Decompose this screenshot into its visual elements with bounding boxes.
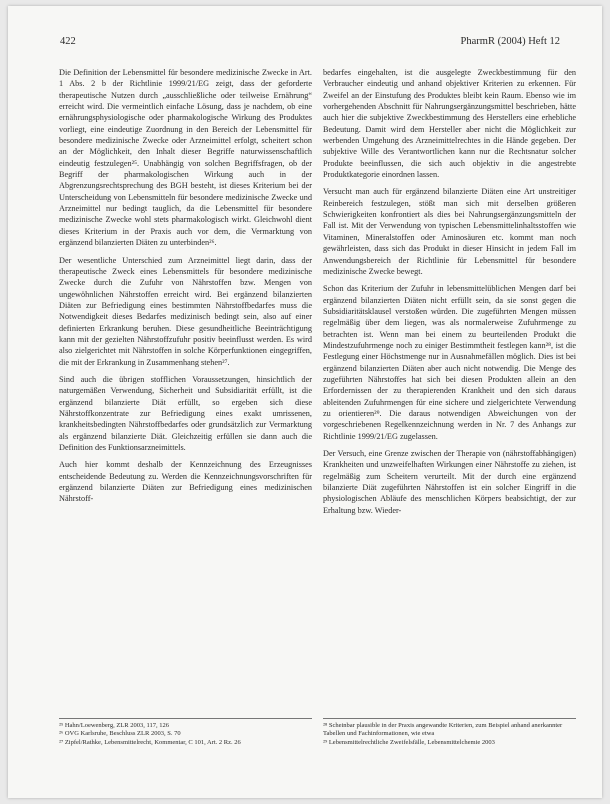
document-page: [8, 6, 602, 798]
footnote: ²⁷ Zipfel/Rathke, Lebensmittelrecht, Kommentar, C 101, Art. 2 Rz. 26: [59, 738, 241, 746]
journal-running-head: PharmR (2004) Heft 12: [460, 36, 560, 47]
paragraph: Sind auch die übrigen stofflichen Voraussetzungen, hinsichtlich der naturgemäßen Verwendung, Sicherheit und Subsidiarität erfüllt, ist die ergänzend bilanzierte Diät erfüllt, so ergeben sich diese Nährstoffkonzentrate zur Befriedigung eines exakt umrissenen, krankheitsbedingten Nährstoffbedarfes oder grundsätzlich zur Vermarktung als ergänzend bilanzierte Diät. Gleichzeitig erfüllen sie dann auch die Definition des Funktionsarzneimittels.: [59, 374, 312, 452]
paragraph: Der wesentliche Unterschied zum Arzneimittel liegt darin, dass der therapeutische Zweck eines Lebensmittels für besondere medizinische Zwecke durch die Zufuhr von Nährstoffen bzw. Mengen von ungewöhnlichen Nährstoffen erreicht wird. Bei ergänzend bilanzierten Diäten zur Befriedigung eines bestimmten Nährstoffbedarfes muss die Notwendigkeit dieses Bedarfes medizinisch bedingt sein, also auf einer definierten Erkrankung beruhen. Diese gesundheitliche Beeinträchtigung kann mit der gezielten Nährstoffzufuhr positiv beeinflusst werden. Es wird also zielgerichtet mit Nährstoffen in solche Körperfunktionen eingegriffen, die mit der Erkrankung in Zusammenhang stehen²⁷.: [59, 255, 312, 367]
paragraph: Auch hier kommt deshalb der Kennzeichnung des Erzeugnisses entscheidende Bedeutung zu. Werden die Kennzeichnungsvorschriften für ergänzend bilanzierte Diäten zur Befriedigung eines medizinischen Nährstoff-: [59, 460, 312, 504]
paragraph: Schon das Kriterium der Zufuhr in lebensmittelüblichen Mengen darf bei ergänzend bilanzierten Diäten nicht erfüllt sein, da sie sonst gegen die Subsidiaritätsklausel verstoßen würden. Die zugeführten Mengen müssen regelmäßig über dem liegen, was als normalerweise Zufuhrmenge zu betrachten ist. Wenn man bei einem zu beurteilenden Produkt die Mindestzufuhrmenge noch zu einiger Bestimmtheit festlegen kann²⁸, ist die Festlegung einer Höchstmenge nur in Ausnahmefällen möglich. Dies ist bei ergänzend bilanzierten Diäten aber auch nicht notwendig. Die Menge des zugeführten Nährstoffes hat sich bei diesen Produkten allein an den Erfordernissen der zu therapierenden Krankheit und den sich daraus ableitenden Zufuhrmengen für eine sichere und zielgerichtete Verwendung zu orientieren²⁹. Die daraus notwendigen Abweichungen von der vorgeschriebenen Regelkennzeichnung werden in Nr. 7 des Anhangs zur Richtlinie 1999/21/EG zugelassen.: [323, 284, 576, 441]
paragraph: bedarfes eingehalten, ist die ausgelegte Zweckbestimmung für den Verbraucher eindeutig und anhand objektiver Kriterien zu erkennen. Für Zweifel an der Einstufung des Produktes bleibt kein Raum. Ebenso wie im vorhergehenden Abschnitt für Nahrungsergänzungsmittel beschrieben, hätte auch hier die subjektive Zweckbestimmung des Herstellers eine erhebliche Bedeutung. Damit wird dem Hersteller aber nicht die Möglichkeit zur werbenden Umgehung des Arzneimittelrechtes in die Hände gegeben. Der subjektive Wille des Verantwortlichen kann nur die Rechtsnatur solcher Produkte beeinflussen, die sich auch objektiv in die angestrebte Produktkategorie einordnen lassen.: [323, 68, 576, 180]
footnote: ²⁸ Scheinbar plausible in der Praxis angewandte Kriterien, zum Beispiel anhand anerkannter Tabellen und Fachinformationen, wie etwa: [323, 722, 563, 738]
footnote: ²⁹ Lebensmittelrechtliche Zweifelsfälle, Lebensmittelchemie 2003: [323, 738, 495, 746]
footnote: ²⁵ Hahn/Loewenberg, ZLR 2003, 117, 126: [59, 722, 170, 729]
footnotes-right: [323, 718, 576, 747]
left-text-column: [59, 67, 312, 505]
right-text-column: [323, 67, 576, 516]
paragraph: Die Definition der Lebensmittel für besondere medizinische Zwecke in Art. 1 Abs. 2 b der Richtlinie 1999/21/EG zeigt, dass der geforderte therapeutische Nutzen durch „ausschließliche oder teilweise Ernährung“ erreicht wird. Die vermeintlich einfache Lösung, dass je nachdem, ob eine ernährungsphysiologische oder pharmakologische Wirkung des Produktes vorliegt, eine eindeutige Zuordnung in den Bereich der Lebensmittel für besondere medizinische Zwecke oder Arzneimittel erfolgt, scheitert schon an der Möglichkeit, den Inhalt dieser Begriffe naturwissenschaftlich eindeutig festzulegen²⁵. Unabhängig von solchen Begriffsfragen, ob der Begriff der pharmakologischen Wirkung auch in der Abgrenzungsrechtsprechung des BGH besteht, ist dieses Kriterium bei der Unterscheidung von Lebensmitteln für besondere medizinische Zwecke und Arzneimittel nur bedingt tauglich, da die Lebensmittel für besondere medizinische Zwecke wohl stets pharmakologisch wirkt. Gleichwohl dient dieses Kriterium in der Praxis auch vor dem, die Vermarktung von ergänzend bilanzierten Diäten zu unterbinden²⁶.: [59, 68, 312, 248]
footnote: ²⁶ OVG Karlsruhe, Beschluss ZLR 2003, S. 70: [59, 730, 181, 738]
page-number: 422: [60, 36, 76, 47]
paragraph: Versucht man auch für ergänzend bilanzierte Diäten eine Art unstreitiger Reinbereich festzulegen, stößt man sich mit derselben größeren Schwierigkeiten konfrontiert als dies bei Nahrungsergänzungsmitteln der Fall ist. Mit der Verwendung von typischen Lebensmittelinhaltsstoffen wie Vitaminen, Mineralstoffen oder Aminosäuren etc. kommt man noch gewährleisten, dass sich das Produkt in dieser Hinsicht in jedem Fall im Anwendungsbereich der Richtlinie für Lebensmittel für besondere medizinische Zwecke bewegt.: [323, 187, 576, 276]
footnotes-left: [59, 718, 312, 747]
paragraph: Der Versuch, eine Grenze zwischen der Therapie von (nährstoffabhängigen) Krankheiten und unzweifelhaften Wirkungen einer Nährstoffe zu ziehen, ist regelmäßig zum Scheitern verurteilt. Mit der durch eine ergänzend bilanzierte Diät zugeführten Nährstoffen ist ein solcher Eingriff in die physiologischen Abläufe des menschlichen Körpers beabsichtigt, der zur Erhaltung bzw. Wieder-: [323, 449, 576, 515]
